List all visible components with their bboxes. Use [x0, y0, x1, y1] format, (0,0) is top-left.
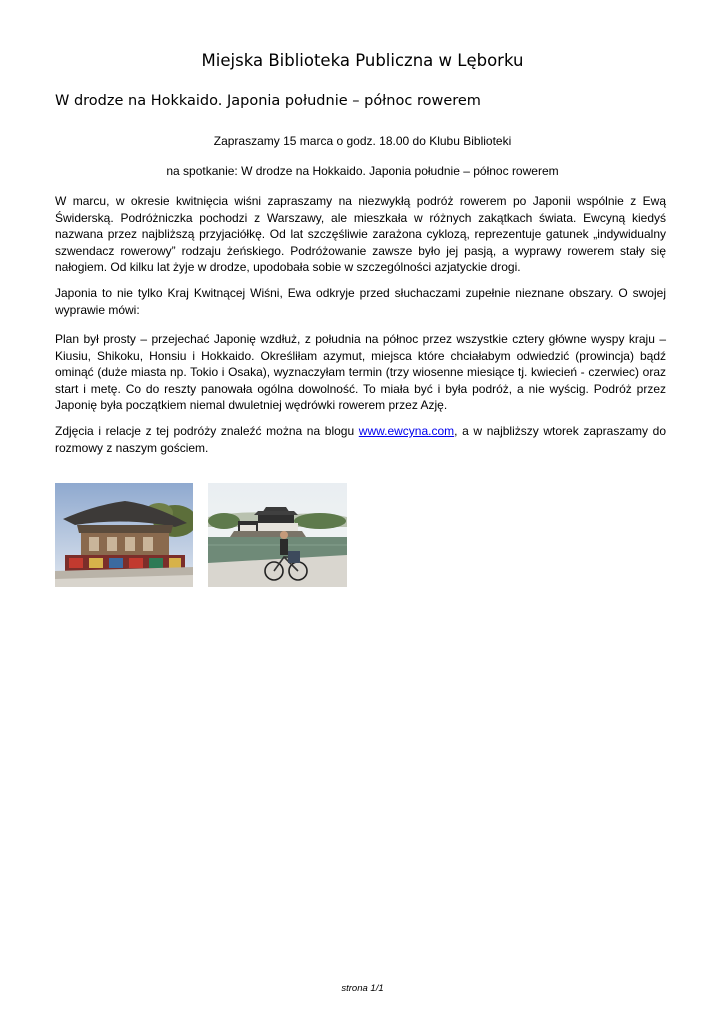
- page-number: strona 1/1: [341, 983, 384, 994]
- paragraph-plan: Plan był prosty – przejechać Japonię wzdłuż, z południa na północ przez wszystkie cztery główne wyspy kraju – Kiusiu, Shikoku, Honsiu i Hokkaido. Określiłam azymut, miejsca które chciałabym odwiedzić (prowincja) bądź ominąć (duże miasta np. Tokio i Osaka), wyznaczyłam termin (trzy wiosenne miesiące tj. kwiecień - czerwiec) oraz start i metę. Co do reszty panowała ogólna dowolność. To miała być i była podróż, a nie wyścig. Podróż przez Japonię była początkiem niemal dwuletniej wędrówki rowerem przez Azję.: [55, 332, 666, 412]
- blog-text-after: , a w najbliższy wtorek zapraszamy do rozmowy z naszym gościem.: [55, 424, 667, 455]
- castle-cyclist-photo: [208, 483, 347, 587]
- blog-link[interactable]: www.ewcyna.com: [358, 424, 455, 438]
- traditional-house-photo: [55, 483, 193, 587]
- paragraph-blog: [55, 423, 666, 456]
- meeting-line: na spotkanie: W drodze na Hokkaido. Japonia południe – północ rowerem: [166, 164, 559, 178]
- page-title: Miejska Biblioteka Publiczna w Lęborku: [201, 51, 524, 70]
- paragraph-intro: W marcu, w okresie kwitnięcia wiśni zapraszamy na niezwykłą podróż rowerem po Japonii wspólnie z Ewą Świderską. Podróżniczka pochodzi z Warszawy, ale mieszkała w różnych zakątkach świata. Ewcyną kiedyś nazwana przez najbliższą przyjaciółkę. Od lat szczęśliwie zarażona cyklozą, reprezentuje gatunek „indywidualny szwendacz rowerowy” rodzaju żeńskiego. Podróżowanie zawsze było jej pasją, a wyprawy rowerem stały się nałogiem. Od kilku lat żyje w drodze, upodobała sobie w szczególności azjatyckie drogi.: [55, 194, 666, 274]
- blog-text-before: Zdjęcia i relacje z tej podróży znaleźć można na blogu: [55, 424, 359, 438]
- article-title: W drodze na Hokkaido. Japonia południe – północ rowerem: [55, 93, 481, 109]
- paragraph-japan: Japonia to nie tylko Kraj Kwitnącej Wiśni, Ewa odkryje przed słuchaczami zupełnie nieznane obszary. O swojej wyprawie mówi:: [55, 286, 666, 317]
- invitation-line: Zapraszamy 15 marca o godz. 18.00 do Klubu Biblioteki: [213, 134, 512, 148]
